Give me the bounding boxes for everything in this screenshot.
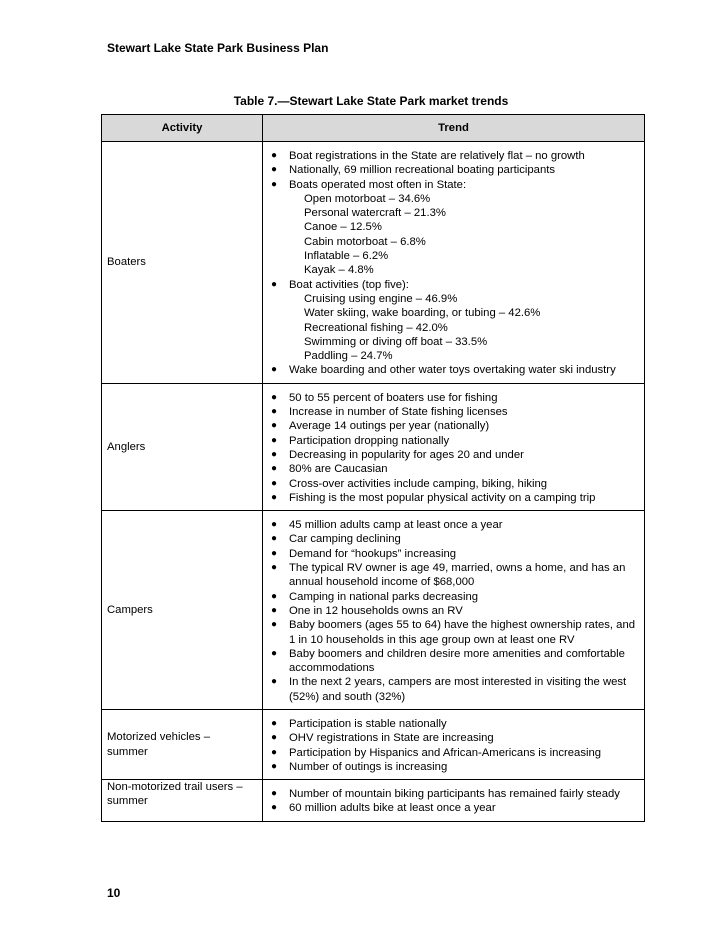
bullet-icon: ●	[271, 788, 278, 800]
bullet-icon: ●	[271, 533, 278, 545]
table-body	[102, 142, 645, 822]
bullet-icon: ●	[271, 590, 278, 602]
trend-text: 45 million adults camp at least once a year	[289, 519, 503, 532]
bullet-icon: ●	[271, 491, 278, 503]
bullet-icon: ●	[271, 434, 278, 446]
trend-list-item	[263, 675, 640, 704]
trend-sub-item: Cabin motorboat – 6.8%	[304, 235, 426, 248]
trend-sub-item: Cruising using engine – 46.9%	[304, 292, 458, 305]
trend-sub-item: Canoe – 12.5%	[304, 221, 382, 234]
trend-text: Increase in number of State fishing licenses	[289, 406, 508, 419]
trend-list-item	[263, 647, 640, 676]
trend-list-item	[263, 618, 640, 647]
table-row	[102, 780, 645, 822]
trend-list-item	[263, 801, 640, 815]
trend-text: Boats operated most often in State:	[289, 178, 467, 191]
trend-list-item	[263, 178, 640, 192]
table-caption: Table 7.—Stewart Lake State Park market trends	[233, 94, 509, 108]
trend-text: Wake boarding and other water toys overtaking water ski industry	[289, 364, 616, 377]
trend-text: OHV registrations in State are increasing	[289, 732, 494, 745]
bullet-icon: ●	[271, 732, 278, 744]
trend-text: Fishing is the most popular physical activity on a camping trip	[289, 491, 596, 504]
trend-cell	[263, 780, 645, 822]
trend-text: Number of mountain biking participants has remained fairly steady	[289, 788, 620, 801]
trend-cell	[263, 142, 645, 384]
trend-list-item	[263, 434, 640, 448]
trend-text: Camping in national parks decreasing	[289, 590, 479, 603]
bullet-icon: ●	[271, 717, 278, 729]
activity-cell: Anglers	[102, 383, 263, 510]
trend-text: Baby boomers and children desire more amenities and comfortable accommodations	[289, 647, 625, 675]
activity-cell: Campers	[102, 511, 263, 710]
trend-text: 80% are Caucasian	[289, 463, 388, 476]
table-row	[102, 511, 645, 710]
bullet-icon: ●	[271, 364, 278, 376]
trend-list-item	[263, 391, 640, 405]
bullet-icon: ●	[271, 562, 278, 574]
bullet-icon: ●	[271, 604, 278, 616]
activity-cell: Boaters	[102, 142, 263, 384]
column-header-activity: Activity	[102, 115, 263, 142]
trend-text: 50 to 55 percent of boaters use for fishing	[289, 391, 498, 404]
bullet-icon: ●	[271, 676, 278, 688]
trend-text: 60 million adults bike at least once a year	[289, 802, 496, 815]
table-row	[102, 142, 645, 384]
running-header: Stewart Lake State Park Business Plan	[107, 41, 329, 55]
trend-text: Baby boomers (ages 55 to 64) have the highest ownership rates, and 1 in 10 households in this age group own at least one RV	[289, 619, 636, 646]
trend-cell	[263, 511, 645, 710]
page-number: 10	[107, 886, 121, 900]
trend-text: Boat registrations in the State are relatively flat – no growth	[289, 150, 585, 162]
trend-sub-item: Open motorboat – 34.6%	[304, 192, 431, 205]
trend-text: The typical RV owner is age 49, married, owns a home, and has an annual household income of $68,000	[289, 562, 626, 589]
trend-list-item	[263, 604, 640, 618]
trend-list	[263, 149, 640, 378]
trend-list-item	[263, 731, 640, 745]
trend-list-item	[263, 149, 640, 163]
trend-text: Car camping declining	[289, 533, 401, 546]
trend-list-item	[263, 363, 640, 377]
trend-text: Nationally, 69 million recreational boating participants	[289, 164, 556, 177]
trend-list-item	[263, 760, 640, 774]
bullet-icon: ●	[271, 547, 278, 559]
trend-text: Average 14 outings per year (nationally)	[289, 420, 490, 433]
trend-list	[263, 518, 640, 704]
bullet-icon: ●	[271, 164, 278, 176]
bullet-icon: ●	[271, 178, 278, 190]
bullet-icon: ●	[271, 477, 278, 489]
trend-sub-item: Recreational fishing – 42.0%	[304, 321, 448, 334]
trend-list-item	[263, 477, 640, 491]
table-header-row	[102, 115, 645, 142]
trend-cell	[263, 383, 645, 510]
bullet-icon: ●	[271, 406, 278, 418]
table-row	[102, 709, 645, 779]
trend-sub-item: Personal watercraft – 21.3%	[304, 207, 446, 220]
bullet-icon: ●	[271, 448, 278, 460]
trend-list-item	[263, 590, 640, 604]
trend-list-item	[263, 532, 640, 546]
bullet-icon: ●	[271, 519, 278, 531]
trend-sub-item: Water skiing, wake boarding, or tubing – 42.6%	[304, 307, 541, 320]
trend-text: Number of outings is increasing	[289, 760, 448, 773]
market-trends-table	[101, 114, 645, 822]
trend-sub-item: Kayak – 4.8%	[304, 264, 374, 277]
trend-list-item	[263, 746, 640, 760]
trend-list	[263, 787, 640, 816]
trend-text: Boat activities (top five):	[289, 278, 409, 291]
trend-list-item	[263, 518, 640, 532]
trend-list-item	[263, 491, 640, 505]
trend-text: Demand for “hookups” increasing	[289, 547, 457, 560]
bullet-icon: ●	[271, 802, 278, 814]
trend-text: Cross-over activities include camping, biking, hiking	[289, 477, 548, 490]
trend-list	[263, 391, 640, 505]
trend-list-item	[263, 278, 640, 292]
activity-cell: Non-motorized trail users – summer	[102, 780, 263, 822]
bullet-icon: ●	[271, 150, 278, 161]
activity-cell: Motorized vehicles – summer	[102, 709, 263, 779]
trend-text: Participation is stable nationally	[289, 717, 447, 730]
bullet-icon: ●	[271, 420, 278, 432]
trend-text: In the next 2 years, campers are most interested in visiting the west (52%) and south (32%)	[289, 676, 627, 703]
bullet-icon: ●	[271, 647, 278, 659]
trend-list	[263, 717, 640, 774]
trend-list-item	[263, 405, 640, 419]
table-row	[102, 383, 645, 510]
trend-list-item	[263, 448, 640, 462]
bullet-icon: ●	[271, 746, 278, 758]
trend-sub-item: Inflatable – 6.2%	[304, 250, 389, 263]
bullet-icon: ●	[271, 619, 278, 631]
trend-list-item	[263, 163, 640, 177]
trend-text: One in 12 households owns an RV	[289, 604, 463, 617]
column-header-trend: Trend	[263, 115, 645, 142]
trend-sub-item: Swimming or diving off boat – 33.5%	[304, 335, 488, 348]
bullet-icon: ●	[271, 463, 278, 475]
bullet-icon: ●	[271, 278, 278, 290]
trend-cell	[263, 709, 645, 779]
trend-text: Participation dropping nationally	[289, 434, 450, 447]
bullet-icon: ●	[271, 760, 278, 772]
trend-list-item	[263, 787, 640, 801]
trend-list-item	[263, 561, 640, 590]
trend-list-item	[263, 717, 640, 731]
trend-text: Participation by Hispanics and African-Americans is increasing	[289, 746, 602, 759]
trend-text: Decreasing in popularity for ages 20 and under	[289, 448, 524, 461]
trend-list-item	[263, 547, 640, 561]
trend-list-item	[263, 462, 640, 476]
trend-list-item	[263, 419, 640, 433]
bullet-icon: ●	[271, 391, 278, 403]
trend-sub-item: Paddling – 24.7%	[304, 350, 393, 363]
